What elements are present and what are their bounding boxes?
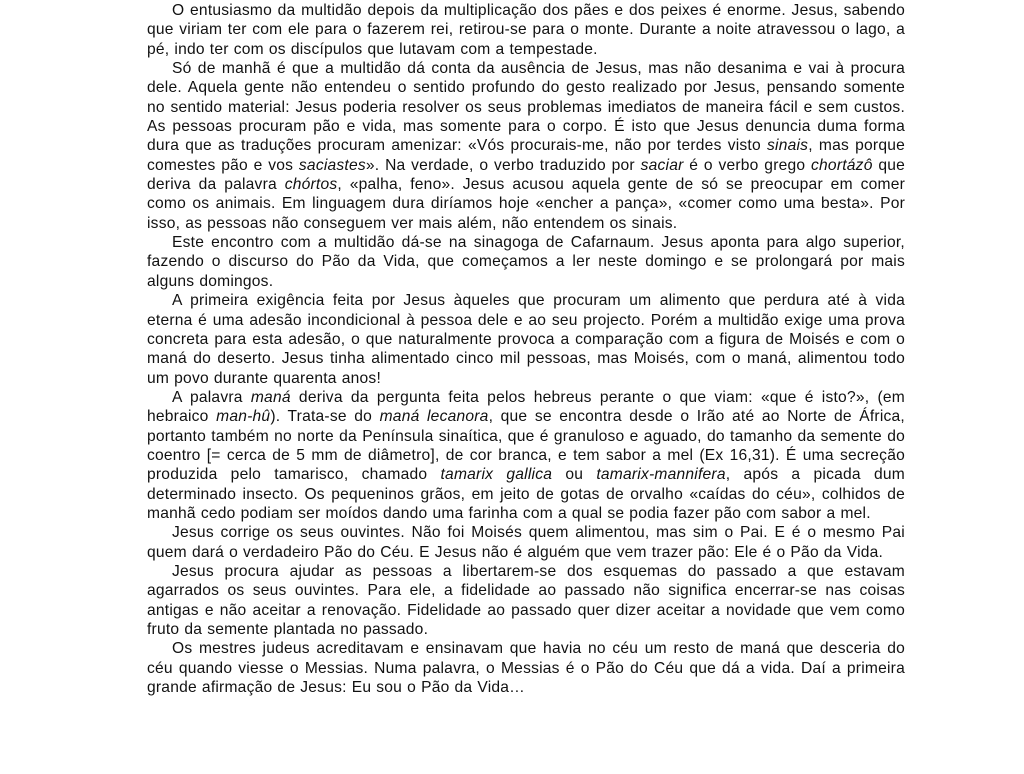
italic-term: sinais — [767, 137, 809, 155]
text-segment: Só de manhã é que a multidão dá conta da ausência de Jesus, mas não desanima e vai à procura dele. Aquela gente não entendeu o sentido profundo do gesto realizado por Jesus, pensando somente no sentido material: Jesus poderia resolver os seus problemas imediatos de maneira fácil e sem custos. As pessoas procuram pão e vida, mas somente para o corpo. É isto que Jesus denuncia duma forma dura que as traduções procuram amenizar: «Vós procurais-me, não por terdes visto — [147, 60, 905, 155]
document-page — [147, 1, 905, 697]
italic-term: saciar — [640, 156, 684, 174]
text-segment: Jesus corrige os seus ouvintes. Não foi Moisés quem alimentou, mas sim o Pai. E é o mesmo Pai quem dará o verdadeiro Pão do Céu. E Jesus não é alguém que vem trazer pão: Ele é o Pão da Vida. — [147, 524, 905, 561]
italic-term: chórtos — [284, 176, 338, 194]
text-segment: , mas porque comestes pão e vos — [147, 137, 905, 174]
text-segment: Este encontro com a multidão dá-se na sinagoga de Cafarnaum. Jesus aponta para algo superior, fazendo o discurso do Pão da Vida, que começamos a ler neste domingo e se prolongará por mais alguns domingos. — [147, 234, 905, 290]
text-segment: ». Na verdade, o verbo traduzido por — [365, 156, 641, 174]
text-segment: deriva da pergunta feita pelos hebreus perante o que viam: «que é isto?», (em hebraico — [147, 388, 905, 426]
text-segment: Jesus procura ajudar as pessoas a libertarem-se dos esquemas do passado a que estavam agarrados os seus ouvintes. Para ele, a fidelidade ao passado não significa encerrar-se nas coisas antigas e não aceitar a renovação. Fidelidade ao passado quer dizer aceitar a novidade que vem como fruto da semente plantada no passado. — [147, 562, 905, 638]
paragraph — [147, 233, 905, 291]
paragraph — [147, 59, 905, 233]
paragraph — [147, 388, 905, 523]
text-segment: que deriva da palavra — [147, 156, 905, 194]
text-segment: A palavra — [172, 388, 251, 406]
text-segment: Os mestres judeus acreditavam e ensinavam que havia no céu um resto de maná que desceria do céu quando viesse o Messias. Numa palavra, o Messias é o Pão do Céu que dá a vida. Daí a primeira grande afirmação de Jesus: Eu sou o Pão da Vida… — [147, 640, 905, 697]
italic-term: tamarix-mannifera — [596, 466, 726, 484]
text-segment: ou — [552, 466, 597, 484]
text-segment: é o verbo grego — [683, 156, 812, 174]
italic-term: tamarix gallica — [440, 466, 553, 484]
italic-term: maná lecanora — [379, 408, 489, 426]
text-segment: , após a picada dum determinado insecto. Os pequeninos grãos, em jeito de gotas de orvalho «caídas do céu», colhidos de manhã cedo podiam ser moídos dando uma farinha com a qual se podia fazer pão com sabor a mel. — [147, 466, 906, 522]
text-segment: , «palha, feno». Jesus acusou aquela gente de só se preocupar em comer como os animais. Em linguagem dura diríamos hoje «encher a pança», «comer como uma besta». Por isso, as pessoas não conseguem ver mais além, não entendem os sinais. — [147, 176, 906, 232]
text-segment: , que se encontra desde o Irão até ao Norte de África, portanto também no norte da Península sinaítica, que é granuloso e aguado, do tamanho da semente do coentro [= cerca de 5 mm de diâmetro], de cor branca, e tem sabor a mel (Ex 16,31). É uma secreção produzida pelo tamarisco, chamado — [147, 408, 905, 484]
text-segment: O entusiasmo da multidão depois da multiplicação dos pães e dos peixes é enorme. Jesus, sabendo que viriam ter com ele para o fazerem rei, retirou-se para o monte. Durante a noite atravessou o lago, a pé, indo ter com os discípulos que lutavam com a tempestade. — [147, 2, 905, 58]
paragraph — [147, 639, 905, 697]
paragraph — [147, 291, 905, 388]
italic-term: saciastes — [298, 156, 366, 174]
text-segment: A primeira exigência feita por Jesus àqueles que procuram um alimento que perdura até à vida eterna é uma adesão incondicional à pessoa dele e ao seu projecto. Porém a multidão exige uma prova concreta para esta adesão, o que naturalmente provoca a comparação com a figura de Moisés e com o maná do deserto. Jesus tinha alimentado cinco mil pessoas, mas Moisés, com o maná, alimentou todo um povo durante quarenta anos! — [147, 292, 905, 387]
italic-term: man-hû — [216, 408, 271, 426]
italic-term: chortázô — [811, 156, 873, 174]
paragraph — [147, 523, 905, 562]
paragraph — [147, 562, 905, 639]
italic-term: maná — [250, 388, 291, 406]
paragraph — [147, 1, 905, 59]
text-segment: ). Trata-se do — [270, 408, 380, 426]
